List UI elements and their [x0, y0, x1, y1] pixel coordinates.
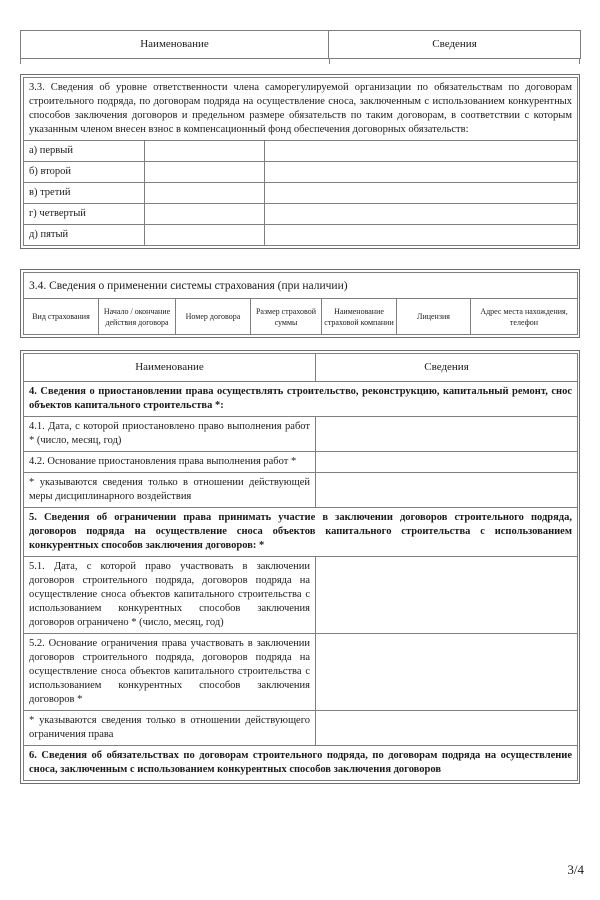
section-3-3-title-row — [24, 78, 578, 141]
section-3-4-table — [23, 272, 578, 335]
insurance-col-company: Наименование страховой компании — [322, 299, 397, 335]
level-extra-cell — [265, 183, 578, 204]
section-3-4-title: 3.4. Сведения о применении системы страхования (при наличии) — [24, 273, 578, 299]
col-header-name: Наименование — [24, 354, 316, 382]
section-6-title-row — [24, 746, 578, 781]
level-row-fifth — [24, 225, 578, 246]
section-6-title: 6. Сведения об обязательствах по договорам строительного подряда, по договорам подряда на осуществление сноса, заключенным с использованием конкурентных способов заключения договоров — [24, 746, 578, 781]
continuation-header-table — [20, 30, 581, 59]
level-value-cell — [145, 204, 265, 225]
insurance-col-license: Лицензия — [397, 299, 471, 335]
row-4-2-value-cell — [316, 452, 578, 473]
section-3-3-block — [20, 74, 580, 249]
level-row-third — [24, 183, 578, 204]
col-header-info: Сведения — [316, 354, 578, 382]
level-extra-cell — [265, 204, 578, 225]
table-header-row — [24, 354, 578, 382]
insurance-col-contract-number: Номер договора — [176, 299, 251, 335]
row-5-2-label: 5.2. Основание ограничения права участвовать в заключении договоров строительного подряда, договоров подряда на осуществление сноса объектов капитального строительства с использованием конкурентных способов заключения договоров * — [24, 634, 316, 711]
row-4-2-label: 4.2. Основание приостановления права выполнения работ * — [24, 452, 316, 473]
section-5-title-row — [24, 508, 578, 557]
table-header-row — [21, 31, 581, 59]
insurance-col-sum: Размер страховой суммы — [251, 299, 322, 335]
insurance-col-type: Вид страхования — [24, 299, 99, 335]
section-3-4-block — [20, 269, 580, 338]
level-value-cell — [145, 225, 265, 246]
level-row-first — [24, 141, 578, 162]
level-value-cell — [145, 183, 265, 204]
insurance-header-row — [24, 299, 578, 335]
row-4-2 — [24, 452, 578, 473]
level-extra-cell — [265, 162, 578, 183]
col-header-info: Сведения — [329, 31, 581, 59]
level-label: в) третий — [24, 183, 145, 204]
level-label: г) четвертый — [24, 204, 145, 225]
level-value-cell — [145, 162, 265, 183]
section-3-4-title-row — [24, 273, 578, 299]
level-label: а) первый — [24, 141, 145, 162]
col-header-name: Наименование — [21, 31, 329, 59]
row-5-1-value-cell — [316, 557, 578, 634]
row-4-1-value-cell — [316, 417, 578, 452]
level-row-second — [24, 162, 578, 183]
main-table — [23, 353, 578, 781]
column-divider-stub — [329, 59, 330, 64]
insurance-col-period: Начало / окончание действия договора — [99, 299, 176, 335]
row-5-1-label: 5.1. Дата, с которой право участвовать в заключении договоров строительного подряда, договоров подряда на осуществление сноса объектов капитального строительства с использованием конкурентных способов заключения договоров ограничено * (число, месяц, год) — [24, 557, 316, 634]
section-5-note-row — [24, 711, 578, 746]
section-3-3-table — [23, 77, 578, 246]
row-4-1 — [24, 417, 578, 452]
note-value-cell — [316, 473, 578, 508]
row-5-2-value-cell — [316, 634, 578, 711]
level-value-cell — [145, 141, 265, 162]
row-5-1 — [24, 557, 578, 634]
insurance-col-address: Адрес места нахождения, телефон — [471, 299, 578, 335]
level-label: д) пятый — [24, 225, 145, 246]
table-continuation-stub — [20, 59, 580, 64]
section-4-note: * указываются сведения только в отношении действующей меры дисциплинарного воздействия — [24, 473, 316, 508]
section-4-title-row — [24, 382, 578, 417]
section-4-title: 4. Сведения о приостановлении права осуществлять строительство, реконструкцию, капитальный ремонт, снос объектов капитального строительства *: — [24, 382, 578, 417]
row-5-2 — [24, 634, 578, 711]
main-table-block — [20, 350, 580, 784]
level-extra-cell — [265, 141, 578, 162]
section-5-title: 5. Сведения об ограничении права принимать участие в заключении договоров строительного подряда, договоров подряда на осуществление сноса объектов капитального строительства с использованием конкурентных способов заключения договоров: * — [24, 508, 578, 557]
section-3-3-title: 3.3. Сведения об уровне ответственности члена саморегулируемой организации по обязательствам по договорам строительного подряда, по договорам подряда на осуществление сноса, заключенным с использованием конкурентных способов заключения договоров и предельном размере обязательств по таким договорам, в соответствии с которым указанным членом внесен взнос в компенсационный фонд обеспечения договорных обязательств: — [24, 78, 578, 141]
note-value-cell — [316, 711, 578, 746]
section-4-note-row — [24, 473, 578, 508]
level-label: б) второй — [24, 162, 145, 183]
section-5-note: * указываются сведения только в отношении действующего ограничения права — [24, 711, 316, 746]
level-extra-cell — [265, 225, 578, 246]
level-row-fourth — [24, 204, 578, 225]
page-number: 3/4 — [567, 862, 584, 877]
row-4-1-label: 4.1. Дата, с которой приостановлено право выполнения работ * (число, месяц, год) — [24, 417, 316, 452]
